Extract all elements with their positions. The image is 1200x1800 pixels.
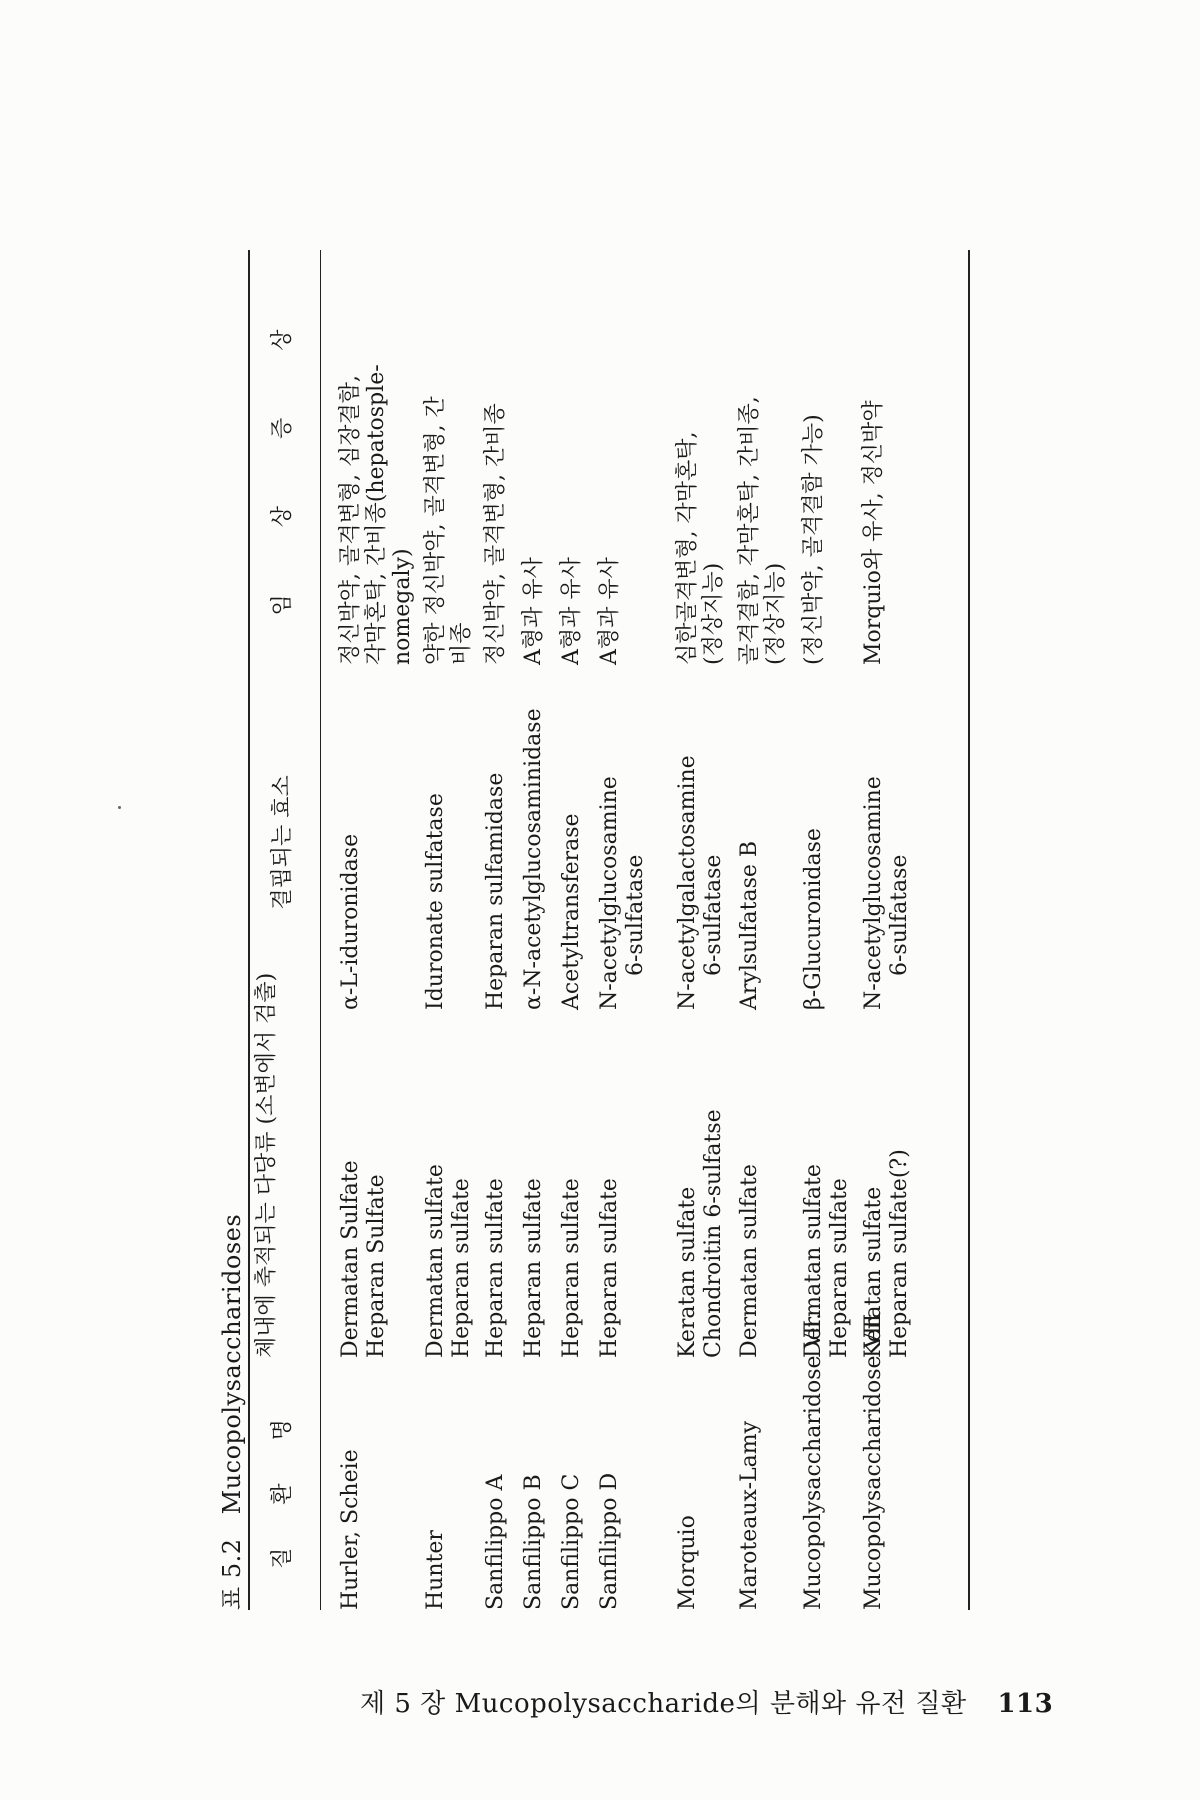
cell-disease bbox=[559, 1360, 585, 1610]
cell-clinical bbox=[597, 250, 623, 665]
cell-line: Heparan sulfamidase bbox=[483, 772, 508, 1010]
table-title: Mucopolysaccharidoses bbox=[218, 1213, 246, 1515]
cell-enzyme bbox=[483, 675, 509, 1010]
cell-clinical bbox=[801, 250, 827, 665]
cell-line: Sanfilippo B bbox=[521, 1474, 546, 1610]
cell-clinical bbox=[423, 250, 475, 665]
cell-line: N-acetylglucosamine bbox=[597, 776, 622, 1010]
cell-line: Heparan sulfate bbox=[597, 1178, 622, 1358]
cell-line: N-acetylglucosamine bbox=[861, 776, 886, 1010]
cell-accumulated bbox=[559, 1018, 585, 1358]
cell-enzyme bbox=[737, 675, 763, 1010]
cell-line: Dermatan sulfate bbox=[737, 1164, 762, 1358]
cell-line: Dermatan sulfate bbox=[423, 1164, 448, 1358]
cell-line: Morquio bbox=[675, 1515, 700, 1610]
cell-disease bbox=[801, 1313, 827, 1610]
cell-enzyme bbox=[801, 675, 827, 1010]
cell-accumulated bbox=[675, 1018, 727, 1358]
cell-accumulated bbox=[423, 1018, 475, 1358]
cell-clinical bbox=[338, 250, 416, 665]
cell-accumulated bbox=[338, 1018, 390, 1358]
header-accumulated-line2: (소변에서 검출) bbox=[254, 972, 279, 1125]
cell-clinical bbox=[559, 250, 585, 665]
cell-accumulated bbox=[521, 1018, 547, 1358]
cell-enzyme bbox=[338, 675, 364, 1010]
cell-line: Heparan sulfate bbox=[559, 1178, 584, 1358]
cell-disease bbox=[861, 1313, 887, 1610]
cell-line: Heparan sulfate bbox=[521, 1178, 546, 1358]
header-disease: 질 환 명 bbox=[270, 1401, 295, 1569]
cell-line: Mucopolysaccharidose Ⅷ bbox=[861, 1313, 886, 1610]
cell-line: Chondroitin 6-sulfatse bbox=[701, 1109, 726, 1358]
cell-line: N-acetylgalactosamine bbox=[675, 755, 700, 1010]
header-enzyme: 결핍되는 효소 bbox=[270, 775, 295, 910]
running-head: 제 5 장 Mucopolysaccharide의 분해와 유전 질환 bbox=[360, 1689, 967, 1719]
cell-line: β-Glucuronidase bbox=[801, 828, 826, 1010]
cell-line: Dermatan sulfate bbox=[801, 1164, 826, 1358]
cell-enzyme bbox=[521, 675, 547, 1010]
cell-accumulated bbox=[861, 1018, 913, 1358]
cell-enzyme bbox=[597, 675, 649, 1010]
cell-line: Heparan sulfate bbox=[449, 1178, 474, 1358]
cell-line: 심한골격변형, 각막혼탁, bbox=[675, 431, 700, 665]
cell-accumulated bbox=[483, 1018, 509, 1358]
cell-line: Dermatan Sulfate bbox=[338, 1160, 363, 1358]
page-footer bbox=[360, 1683, 1053, 1720]
speck bbox=[118, 806, 121, 809]
rotated-table-block bbox=[198, 250, 978, 1610]
cell-disease bbox=[737, 1360, 763, 1610]
cell-line: Sanfilippo A bbox=[483, 1474, 508, 1610]
cell-line: Hunter bbox=[423, 1530, 448, 1610]
cell-line: Heparan sulfate(?) bbox=[887, 1149, 912, 1358]
cell-enzyme bbox=[861, 675, 913, 1010]
cell-line: Arylsulfatase B bbox=[737, 840, 762, 1010]
cell-line: 6-sulfatase bbox=[701, 854, 726, 976]
cell-line: α-L-iduronidase bbox=[338, 833, 363, 1010]
cell-line: Keratan sulfate bbox=[675, 1186, 700, 1358]
cell-line: Mucopolysaccharidose Ⅶ. bbox=[801, 1313, 826, 1610]
table-top-rule bbox=[248, 250, 250, 1610]
cell-line: 6-sulfatase bbox=[623, 854, 648, 976]
cell-disease bbox=[675, 1360, 701, 1610]
cell-clinical bbox=[861, 250, 887, 665]
cell-enzyme bbox=[559, 675, 585, 1010]
cell-line: 골격결함, 각막혼탁, 간비종, bbox=[737, 396, 762, 665]
cell-line: 각막혼탁, 간비종(hepatosple- bbox=[364, 364, 389, 665]
cell-line: 정신박약, 골격변형, 심장결함, bbox=[338, 375, 363, 665]
cell-accumulated bbox=[597, 1018, 623, 1358]
cell-line: (정신박약, 골격결함 가능) bbox=[801, 414, 826, 665]
cell-line: Sanfilippo D bbox=[597, 1472, 622, 1610]
cell-line: A형과 유사 bbox=[521, 557, 546, 665]
cell-line: Keratan sulfate bbox=[861, 1186, 886, 1358]
cell-disease bbox=[483, 1360, 509, 1610]
cell-enzyme bbox=[423, 675, 449, 1010]
cell-clinical bbox=[521, 250, 547, 665]
cell-line: (정상지능) bbox=[763, 562, 788, 665]
cell-clinical bbox=[483, 250, 509, 665]
cell-line: 약한 정신박약, 골격변형, 간 bbox=[423, 396, 448, 665]
header-clinical: 임 상 증 상 bbox=[270, 299, 295, 616]
cell-line: A형과 유사 bbox=[597, 557, 622, 665]
cell-line: Heparan sulfate bbox=[827, 1178, 852, 1358]
cell-line: Acetyltransferase bbox=[559, 813, 584, 1010]
table-header-rule bbox=[320, 250, 321, 1610]
cell-line: Heparan Sulfate bbox=[364, 1174, 389, 1358]
cell-accumulated bbox=[737, 1018, 763, 1358]
cell-disease bbox=[423, 1360, 449, 1610]
cell-line: 6-sulfatase bbox=[887, 854, 912, 976]
cell-disease bbox=[597, 1360, 623, 1610]
header-accumulated-line1: 체내에 축적되는 다당류 bbox=[254, 1131, 279, 1358]
cell-line: nomegaly) bbox=[390, 548, 415, 665]
page-number: 113 bbox=[997, 1689, 1054, 1719]
cell-line: Hurler, Scheie bbox=[338, 1449, 363, 1610]
cell-line: A형과 유사 bbox=[559, 557, 584, 665]
cell-clinical bbox=[675, 250, 727, 665]
cell-line: Sanfilippo C bbox=[559, 1473, 584, 1610]
cell-disease bbox=[521, 1360, 547, 1610]
cell-accumulated bbox=[801, 1018, 853, 1358]
cell-line: Maroteaux-Lamy bbox=[737, 1420, 762, 1610]
cell-line: (정상지능) bbox=[701, 562, 726, 665]
cell-enzyme bbox=[675, 675, 727, 1010]
table-caption bbox=[212, 1214, 247, 1610]
cell-disease bbox=[338, 1360, 364, 1610]
cell-line: 비종 bbox=[449, 622, 474, 665]
table-number: 표 5.2 bbox=[218, 1538, 246, 1610]
cell-line: Morquio와 유사, 정신박약 bbox=[861, 400, 886, 665]
cell-line: 정신박약, 골격변형, 간비종 bbox=[483, 403, 508, 665]
cell-line: Heparan sulfate bbox=[483, 1178, 508, 1358]
cell-line: α-N-acetylglucosaminidase bbox=[521, 708, 546, 1010]
header-accumulated bbox=[254, 972, 280, 1358]
cell-line: Iduronate sulfatase bbox=[423, 793, 448, 1010]
cell-clinical bbox=[737, 250, 789, 665]
table-bottom-rule bbox=[968, 250, 970, 1610]
